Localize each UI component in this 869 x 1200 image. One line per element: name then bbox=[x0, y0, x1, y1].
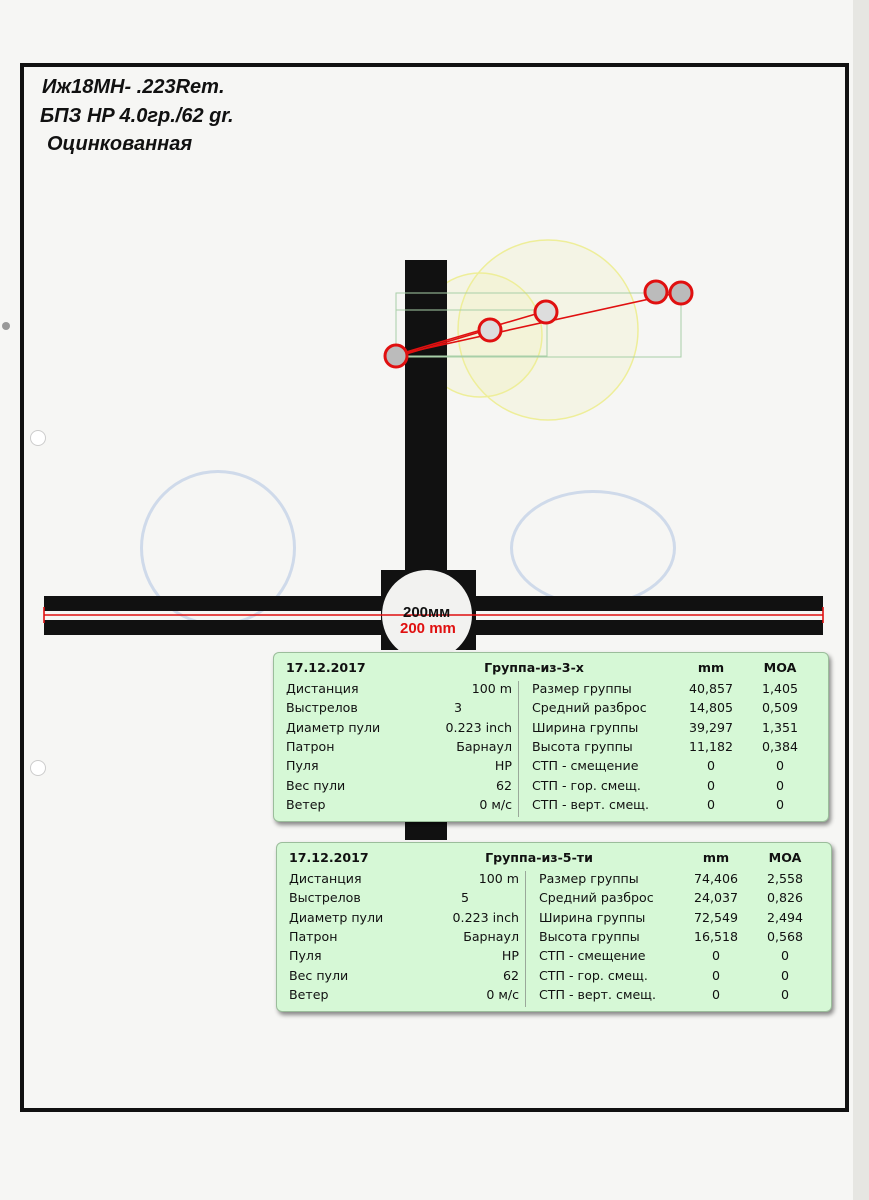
group5-stat-mm: 72,549 bbox=[693, 909, 739, 925]
hit-2 bbox=[479, 319, 501, 341]
group5-stat-moa: 2,494 bbox=[766, 909, 804, 925]
group5-stat-moa: 0,568 bbox=[766, 928, 804, 944]
group5-card bbox=[276, 842, 832, 1012]
group5-stat-label: СТП - верт. смещ. bbox=[539, 986, 657, 1002]
group5-stat-moa: 2,558 bbox=[766, 871, 804, 886]
group5-stat-moa: 0 bbox=[780, 986, 789, 1002]
group3-stat-moa: 0,384 bbox=[761, 738, 799, 754]
group3-stat-mm: 40,857 bbox=[688, 681, 734, 696]
group3-stat-mm: 11,182 bbox=[688, 738, 734, 754]
group3-param-value: 100 m bbox=[471, 681, 512, 696]
group5-param-label: Выстрелов bbox=[289, 890, 361, 906]
group3-param-label: Пуля bbox=[286, 758, 319, 774]
group5-stat-label: СТП - гор. смещ. bbox=[539, 967, 648, 983]
hit-4 bbox=[645, 281, 667, 303]
header-line-3: Оцинкованная bbox=[47, 133, 193, 155]
group3-stat-moa: 1,405 bbox=[761, 681, 799, 696]
group3-stat-label: СТП - верт. смещ. bbox=[532, 796, 650, 812]
group3-stat-label: Высота группы bbox=[532, 738, 633, 754]
hit-1 bbox=[385, 345, 407, 367]
group5-param-label: Патрон bbox=[289, 928, 338, 944]
group3-date: 17.12.2017 bbox=[286, 660, 366, 675]
group5-stat-mm: 0 bbox=[711, 967, 720, 983]
group3-param-label: Выстрелов bbox=[286, 700, 358, 716]
group3-param-value: 0 м/с bbox=[479, 796, 512, 812]
group5-stat-mm: 0 bbox=[711, 948, 720, 964]
group3-param-value: 3 bbox=[453, 700, 462, 716]
group5-date: 17.12.2017 bbox=[289, 850, 369, 865]
group3-title: Группа-из-3-х bbox=[484, 660, 584, 675]
group3-stat-mm: 0 bbox=[706, 777, 715, 793]
group3-stat-label: Ширина группы bbox=[532, 719, 639, 735]
group5-param-value: 5 bbox=[460, 890, 469, 906]
group5-param-value: 100 m bbox=[478, 871, 519, 886]
group5-col-moa: MOA bbox=[768, 850, 802, 865]
group5-param-value: 0 м/с bbox=[486, 986, 519, 1002]
group3-col-moa: MOA bbox=[763, 660, 797, 675]
group5-param-label: Вес пули bbox=[289, 967, 349, 983]
group3-param-value: Барнаул bbox=[456, 738, 512, 754]
group3-param-label: Ветер bbox=[286, 796, 326, 812]
group3-param-label: Патрон bbox=[286, 738, 335, 754]
group5-stat-moa: 0 bbox=[780, 948, 789, 964]
group3-param-value: 62 bbox=[495, 777, 512, 793]
group3-param-value: HP bbox=[494, 758, 512, 774]
group3-divider bbox=[518, 681, 519, 817]
group5-stat-moa: 0 bbox=[780, 967, 789, 983]
group5-param-label: Пуля bbox=[289, 948, 322, 964]
group3-param-label: Вес пули bbox=[286, 777, 346, 793]
group5-stat-label: Средний разброс bbox=[539, 890, 654, 906]
group3-stat-mm: 0 bbox=[706, 796, 715, 812]
group5-stat-label: Ширина группы bbox=[539, 909, 646, 925]
group3-stat-label: Средний разброс bbox=[532, 700, 647, 716]
group3-stat-mm: 14,805 bbox=[688, 700, 734, 716]
group3-stat-label: СТП - смещение bbox=[532, 758, 639, 774]
scale-label-overlay: 200 mm bbox=[400, 620, 456, 637]
group5-stat-label: Высота группы bbox=[539, 928, 640, 944]
group5-stat-mm: 0 bbox=[711, 986, 720, 1002]
header-line-2: БПЗ HP 4.0гр./62 gr. bbox=[40, 105, 234, 127]
group3-stat-moa: 1,351 bbox=[761, 719, 799, 735]
group5-stat-mm: 24,037 bbox=[693, 890, 739, 906]
group3-param-value: 0.223 inch bbox=[445, 719, 512, 735]
group3-param-label: Диаметр пули bbox=[286, 719, 381, 735]
group3-stat-moa: 0 bbox=[775, 777, 784, 793]
group3-stat-mm: 0 bbox=[706, 758, 715, 774]
group5-stat-mm: 16,518 bbox=[693, 928, 739, 944]
group5-param-value: HP bbox=[501, 948, 519, 964]
hit-3 bbox=[535, 301, 557, 323]
group5-stat-moa: 0,826 bbox=[766, 890, 804, 906]
group3-stat-mm: 39,297 bbox=[688, 719, 734, 735]
group5-param-label: Дистанция bbox=[289, 871, 362, 886]
group5-divider bbox=[525, 871, 526, 1007]
group3-stat-moa: 0 bbox=[775, 758, 784, 774]
group3-card bbox=[273, 652, 829, 822]
group5-param-label: Диаметр пули bbox=[289, 909, 384, 925]
group5-col-mm: mm bbox=[702, 850, 730, 865]
group3-stat-label: СТП - гор. смещ. bbox=[532, 777, 641, 793]
group5-stat-label: Размер группы bbox=[539, 871, 639, 886]
group5-stat-mm: 74,406 bbox=[693, 871, 739, 886]
group5-param-value: 62 bbox=[502, 967, 519, 983]
group5-param-value: 0.223 inch bbox=[452, 909, 519, 925]
group5-stat-label: СТП - смещение bbox=[539, 948, 646, 964]
group5-param-value: Барнаул bbox=[463, 928, 519, 944]
group3-col-mm: mm bbox=[697, 660, 725, 675]
group5-param-label: Ветер bbox=[289, 986, 329, 1002]
header-line-1: Иж18МН- .223Rem. bbox=[42, 76, 225, 98]
hit-5 bbox=[670, 282, 692, 304]
group3-stat-label: Размер группы bbox=[532, 681, 632, 696]
group3-param-label: Дистанция bbox=[286, 681, 359, 696]
group5-title: Группа-из-5-ти bbox=[485, 850, 593, 865]
scale-label-printed: 200мм bbox=[403, 604, 451, 621]
group3-stat-moa: 0 bbox=[775, 796, 784, 812]
group3-stat-moa: 0,509 bbox=[761, 700, 799, 716]
